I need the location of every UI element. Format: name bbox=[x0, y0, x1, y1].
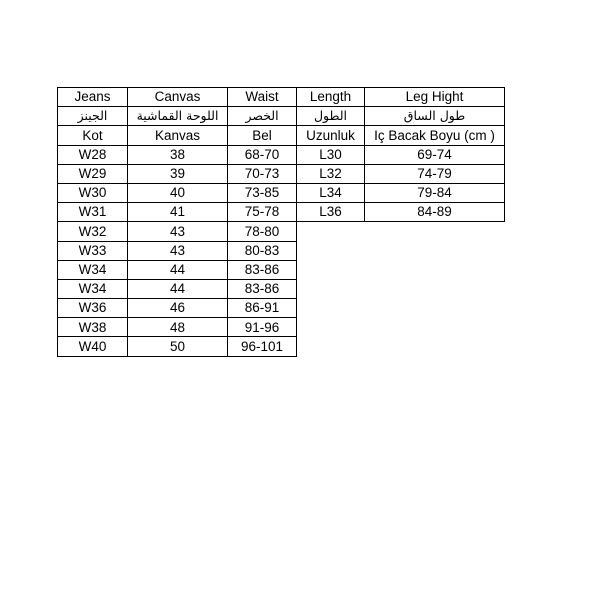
header-waist-tr: Bel bbox=[228, 126, 297, 145]
cell-canvas: 41 bbox=[128, 203, 228, 222]
cell-jeans: W29 bbox=[58, 164, 128, 183]
header-length-ar: الطول bbox=[297, 107, 365, 126]
cell-canvas: 40 bbox=[128, 183, 228, 202]
cell-canvas: 50 bbox=[128, 337, 228, 356]
cell-length: L36 bbox=[297, 203, 365, 222]
cell-jeans: W31 bbox=[58, 203, 128, 222]
cell-jeans: W30 bbox=[58, 183, 128, 202]
cell-canvas: 43 bbox=[128, 222, 228, 241]
header-jeans-ar: الجينز bbox=[58, 107, 128, 126]
cell-waist: 73-85 bbox=[228, 183, 297, 202]
header-canvas-ar: اللوحة القماشية bbox=[128, 107, 228, 126]
header-jeans-tr: Kot bbox=[58, 126, 128, 145]
header-length-en: Length bbox=[297, 88, 365, 107]
header-canvas-en: Canvas bbox=[128, 88, 228, 107]
header-waist-en: Waist bbox=[228, 88, 297, 107]
header-leg-ar: طول الساق bbox=[365, 107, 505, 126]
size-chart-table bbox=[57, 87, 505, 357]
header-row-arabic bbox=[58, 107, 505, 126]
header-length-tr: Uzunluk bbox=[297, 126, 365, 145]
cell-length: L34 bbox=[297, 183, 365, 202]
table-row bbox=[58, 260, 505, 279]
cell-canvas: 48 bbox=[128, 318, 228, 337]
cell-jeans: W34 bbox=[58, 260, 128, 279]
cell-waist: 96-101 bbox=[228, 337, 297, 356]
cell-waist: 75-78 bbox=[228, 203, 297, 222]
cell-waist: 83-86 bbox=[228, 260, 297, 279]
table-row bbox=[58, 279, 505, 298]
header-row-english bbox=[58, 88, 505, 107]
header-row-turkish bbox=[58, 126, 505, 145]
cell-waist: 78-80 bbox=[228, 222, 297, 241]
cell-leg: 79-84 bbox=[365, 183, 505, 202]
cell-canvas: 38 bbox=[128, 145, 228, 164]
cell-waist: 91-96 bbox=[228, 318, 297, 337]
table-row bbox=[58, 241, 505, 260]
header-leg-tr: Iç Bacak Boyu (cm ) bbox=[365, 126, 505, 145]
cell-waist: 83-86 bbox=[228, 279, 297, 298]
table-row bbox=[58, 337, 505, 356]
header-canvas-tr: Kanvas bbox=[128, 126, 228, 145]
cell-length: L32 bbox=[297, 164, 365, 183]
header-leg-en: Leg Hight bbox=[365, 88, 505, 107]
cell-jeans: W32 bbox=[58, 222, 128, 241]
header-waist-ar: الخصر bbox=[228, 107, 297, 126]
cell-length: L30 bbox=[297, 145, 365, 164]
cell-leg: 84-89 bbox=[365, 203, 505, 222]
cell-jeans: W40 bbox=[58, 337, 128, 356]
table-row bbox=[58, 222, 505, 241]
table-row bbox=[58, 299, 505, 318]
cell-waist: 68-70 bbox=[228, 145, 297, 164]
table-row bbox=[58, 318, 505, 337]
cell-canvas: 44 bbox=[128, 279, 228, 298]
cell-leg: 69-74 bbox=[365, 145, 505, 164]
cell-jeans: W38 bbox=[58, 318, 128, 337]
cell-jeans: W28 bbox=[58, 145, 128, 164]
cell-jeans: W33 bbox=[58, 241, 128, 260]
cell-canvas: 46 bbox=[128, 299, 228, 318]
cell-waist: 86-91 bbox=[228, 299, 297, 318]
cell-canvas: 43 bbox=[128, 241, 228, 260]
table-row bbox=[58, 145, 505, 164]
header-jeans-en: Jeans bbox=[58, 88, 128, 107]
cell-canvas: 39 bbox=[128, 164, 228, 183]
table-row bbox=[58, 164, 505, 183]
table-row bbox=[58, 203, 505, 222]
cell-waist: 80-83 bbox=[228, 241, 297, 260]
cell-canvas: 44 bbox=[128, 260, 228, 279]
cell-leg: 74-79 bbox=[365, 164, 505, 183]
table-row bbox=[58, 183, 505, 202]
cell-jeans: W36 bbox=[58, 299, 128, 318]
cell-jeans: W34 bbox=[58, 279, 128, 298]
cell-waist: 70-73 bbox=[228, 164, 297, 183]
